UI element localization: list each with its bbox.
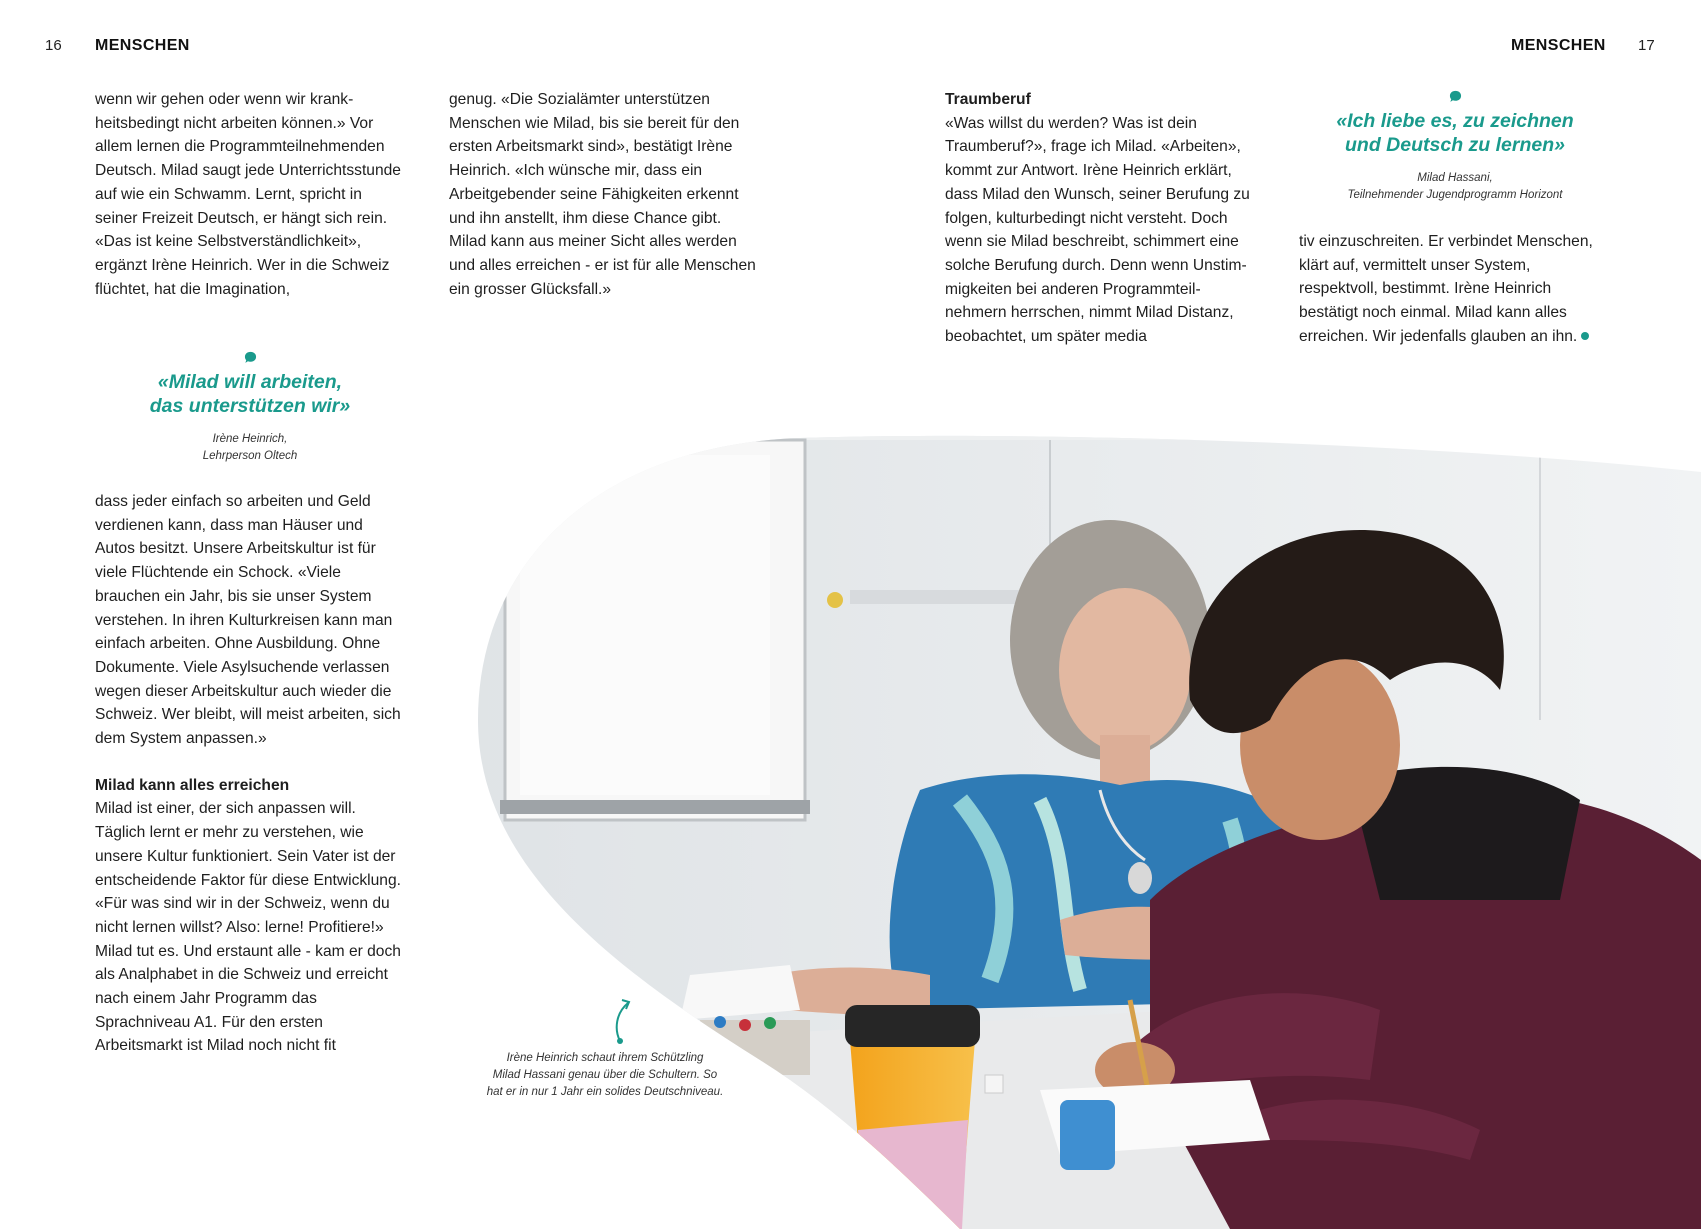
quote-attribution-name: Irène Heinrich, [212,433,288,445]
quote-text-line: «Ich liebe es, zu zeichnen [1336,110,1574,132]
caption-line: hat er in nur 1 Jahr ein solides Deutschniveau. [486,1086,724,1098]
subheading: Traumberuf [945,91,1031,108]
right-page-number: 17 [1638,37,1655,54]
curved-arrow-icon [612,995,638,1045]
body-paragraph: dass jeder einfach so arbeiten und Geld verdienen kann, dass man Häuser und Autos besitzt. Unsere Arbeitskultur ist für viele Flüchtende ein Schock. «Viele brauchen ein Jahr, bis sie unser System verstehen. In ihren Kulturkreisen kann man einfach arbeiten. Ohne Ausbildung. Ohne Dokumente. Viele Asylsuchende verlassen wegen dieser Arbeitskultur auch wieder die Schweiz. Wer bleibt, will meist arbeiten, sich dem System anpassen.» [95,493,401,748]
caption-line: Milad Hassani genau über die Schultern. So [492,1069,718,1081]
right-section-title: MENSCHEN [1511,37,1606,54]
speech-bubble-icon [244,351,257,364]
body-paragraph: «Was willst du werden? Was ist dein Traumberuf?», frage ich Milad. «Arbeiten», kommt zur Antwort. Irène Heinrich erklärt, dass Milad den Wunsch, seiner Berufung zu folgen, kulturbedingt nicht versteht. Doch wenn sie Milad beschreibt, schimmert eine solche Berufung durch. Denn wenn Unstimmigkeiten bei anderen Programmteilnehmern herrschen, nimmt Milad Distanz, beobachtet, um später media [945,114,1250,346]
quote-text-line: und Deutsch zu lernen» [1345,134,1565,156]
speech-bubble-icon [1449,90,1462,103]
end-mark-icon [1581,332,1589,340]
text-column-1-top [95,88,405,301]
body-paragraph: Milad ist einer, der sich anpassen will. Täglich lernt er mehr zu verstehen, wie unsere Kultur funktioniert. Sein Vater ist der entscheidende Faktor für diese Entwicklung. «Für was sind wir in der Schweiz, wenn du nicht lernen willst? Also: lerne! Profitiere!» Milad tut es. Und erstaunt alle - kam er doch als Analphabet in die Schweiz und erreicht nach einem Jahr Programm das Sprachniveau A1. Für den ersten Arbeitsmarkt ist Milad noch nicht fit [95,800,401,1055]
quote-attribution-name: Milad Hassani, [1417,172,1493,184]
quote-text-line: das unterstützen wir» [149,395,351,417]
body-paragraph: tiv einzuschreiten. Er verbindet Menschen, klärt auf, vermittelt unser System, respektvoll, bestimmt. Irène Heinrich bestätigt noch einmal. Milad kann alles erreichen. Wir jedenfalls glauben an ihn. [1299,233,1593,345]
caption-line: Irène Heinrich schaut ihrem Schützling [506,1052,704,1064]
text-column-4 [1299,230,1609,349]
text-column-2 [449,88,759,301]
photo-caption [455,1050,755,1101]
body-paragraph: wenn wir gehen oder wenn wir krankheitsbedingt nicht arbeiten können.» Vor allem lernen die Programmteilnehmenden Deutsch. Milad saugt jede Unterrichtsstunde auf wie ein Schwamm. Lernt, spricht in seiner Freizeit Deutsch, er hängt sich rein. «Das ist keine Selbstverständlichkeit», ergänzt Irène Heinrich. Wer in die Schweiz flüchtet, hat die Imagination, [95,91,401,298]
quote-text-line: «Milad will arbeiten, [157,371,343,393]
left-page-number: 16 [45,37,62,54]
text-column-3 [945,88,1255,349]
body-paragraph: genug. «Die Sozialämter unterstützen Menschen wie Milad, bis sie bereit für den ersten Arbeitsmarkt sind», bestätigt Irène Heinrich. «Ich wünsche mir, dass ein Arbeitgebender seine Fähigkeiten erkennt und ihn anstellt, ihm diese Chance gibt. Milad kann aus meiner Sicht alles werden und alles erreichen - er ist für alle Menschen ein grosser Glücksfall.» [449,91,756,298]
pull-quote-1 [95,351,405,465]
quote-attribution-role: Teilnehmender Jugendprogramm Horizont [1347,189,1563,201]
quote-attribution-role: Lehrperson Oltech [202,450,298,462]
text-column-1-bottom [95,490,405,1058]
subheading: Milad kann alles erreichen [95,776,290,794]
pull-quote-2 [1300,90,1610,204]
left-section-title: MENSCHEN [95,37,190,54]
